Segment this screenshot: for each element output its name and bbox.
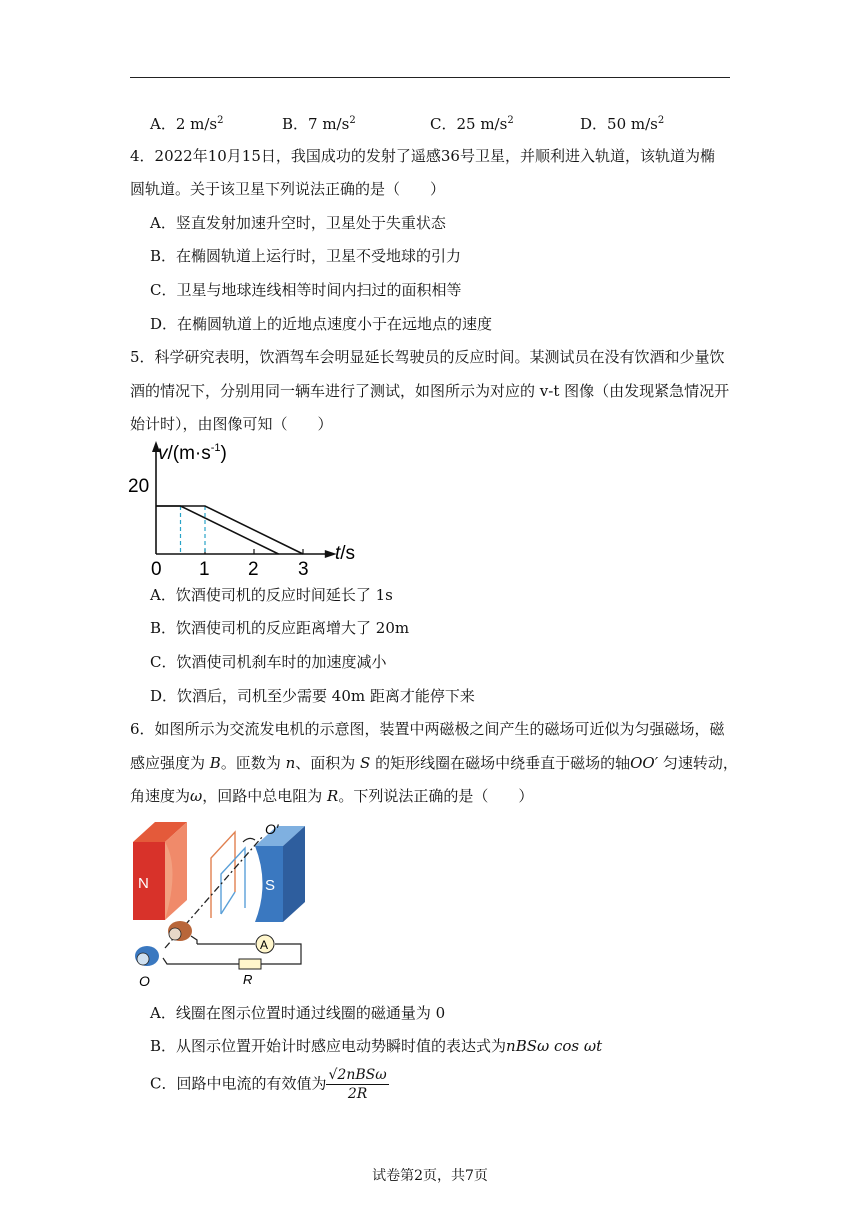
vt-y-label: $v/(m\cdot s^{-1})$ [158,442,227,464]
generator-diagram [125,818,310,990]
vt-x-label: t/s [335,543,356,564]
resistor [239,959,261,969]
vt-x-tick-1: 1 [199,559,210,580]
q4-stem-line2: 圆轨道。关于该卫星下列说法正确的是（ ） [130,180,446,198]
vt-x-tick-2: 2 [248,559,259,580]
header-rule [130,77,730,78]
q4-option-d: D．在椭圆轨道上的近地点速度小于在远地点的速度 [150,315,493,333]
q3-option-a: A．2 $m/s^2$ [150,115,224,133]
q5-option-d: D．饮酒后，司机至少需要 40m 距离才能停下来 [150,687,475,705]
q5-stem-line3: 始计时），由图像可知（ ） [130,415,333,433]
svg-text:A: A [260,938,269,952]
q5-option-b: B．饮酒使司机的反应距离增大了 20m [150,619,410,637]
svg-text:N: N [138,875,149,892]
vt-x-tick-0: 0 [151,559,162,580]
svg-text:R: R [243,972,253,987]
south-magnet [255,826,305,922]
q4-stem-line1: 4．2022年10月15日，我国成功的发射了遥感36号卫星，并顺利进入轨道，该轨道为椭 [130,147,715,165]
q3-option-b: B．7 $m/s^2$ [282,115,356,133]
q4-option-c: C．卫星与地球连线相等时间内扫过的面积相等 [150,281,462,299]
q6-option-a: A．线圈在图示位置时通过线圈的磁通量为 0 [150,1004,446,1022]
svg-text:S: S [265,877,276,894]
north-magnet [133,822,187,920]
q5-stem-line2: 酒的情况下，分别用同一辆车进行了测试，如图所示为对应的 v-t 图像（由发现紧急情况开 [130,382,730,400]
vt-x-tick-3: 3 [298,559,309,580]
svg-text:O′: O′ [265,821,279,837]
q3-option-c: C．25 $m/s^2$ [430,115,514,133]
q4-option-a: A．竖直发射加速升空时，卫星处于失重状态 [150,214,446,232]
svg-text:O: O [139,973,150,989]
q6-option-c: C．回路中电流的有效值为 $\frac{\text{√2nBSω}}{2R}$ [150,1067,387,1102]
q6-stem-line2: 感应强度为 B。匝数为 n、面积为 S 的矩形线圈在磁场中绕垂直于磁场的轴OO′ 匀速转动， [130,754,738,772]
q4-option-b: B．在椭圆轨道上运行时，卫星不受地球的引力 [150,247,462,265]
coil [211,832,245,918]
q5-option-c: C．饮酒使司机刹车时的加速度减小 [150,653,387,671]
vt-series-1 [156,506,279,554]
q5-stem-line1: 5．科学研究表明，饮酒驾车会明显延长驾驶员的反应时间。某测试员在没有饮酒和少量饮 [130,348,725,366]
vt-y-tick-20: 20 [128,476,150,497]
q6-stem-line1: 6．如图所示为交流发电机的示意图，装置中两磁极之间产生的磁场可近似为匀强磁场，磁 [130,720,725,738]
q3-option-d: D．50 $m/s^2$ [580,115,665,133]
q6-stem-line3: 角速度为ω，回路中总电阻为 R。下列说法正确的是（ ） [130,787,534,805]
q5-option-a: A．饮酒使司机的反应时间延长了 1s [150,586,393,604]
q6-option-b: B．从图示位置开始计时感应电动势瞬时值的表达式为nBSω cos ωt [150,1037,603,1055]
vt-graph [125,437,356,580]
page-footer: 试卷第2页，共7页 [372,1168,488,1184]
